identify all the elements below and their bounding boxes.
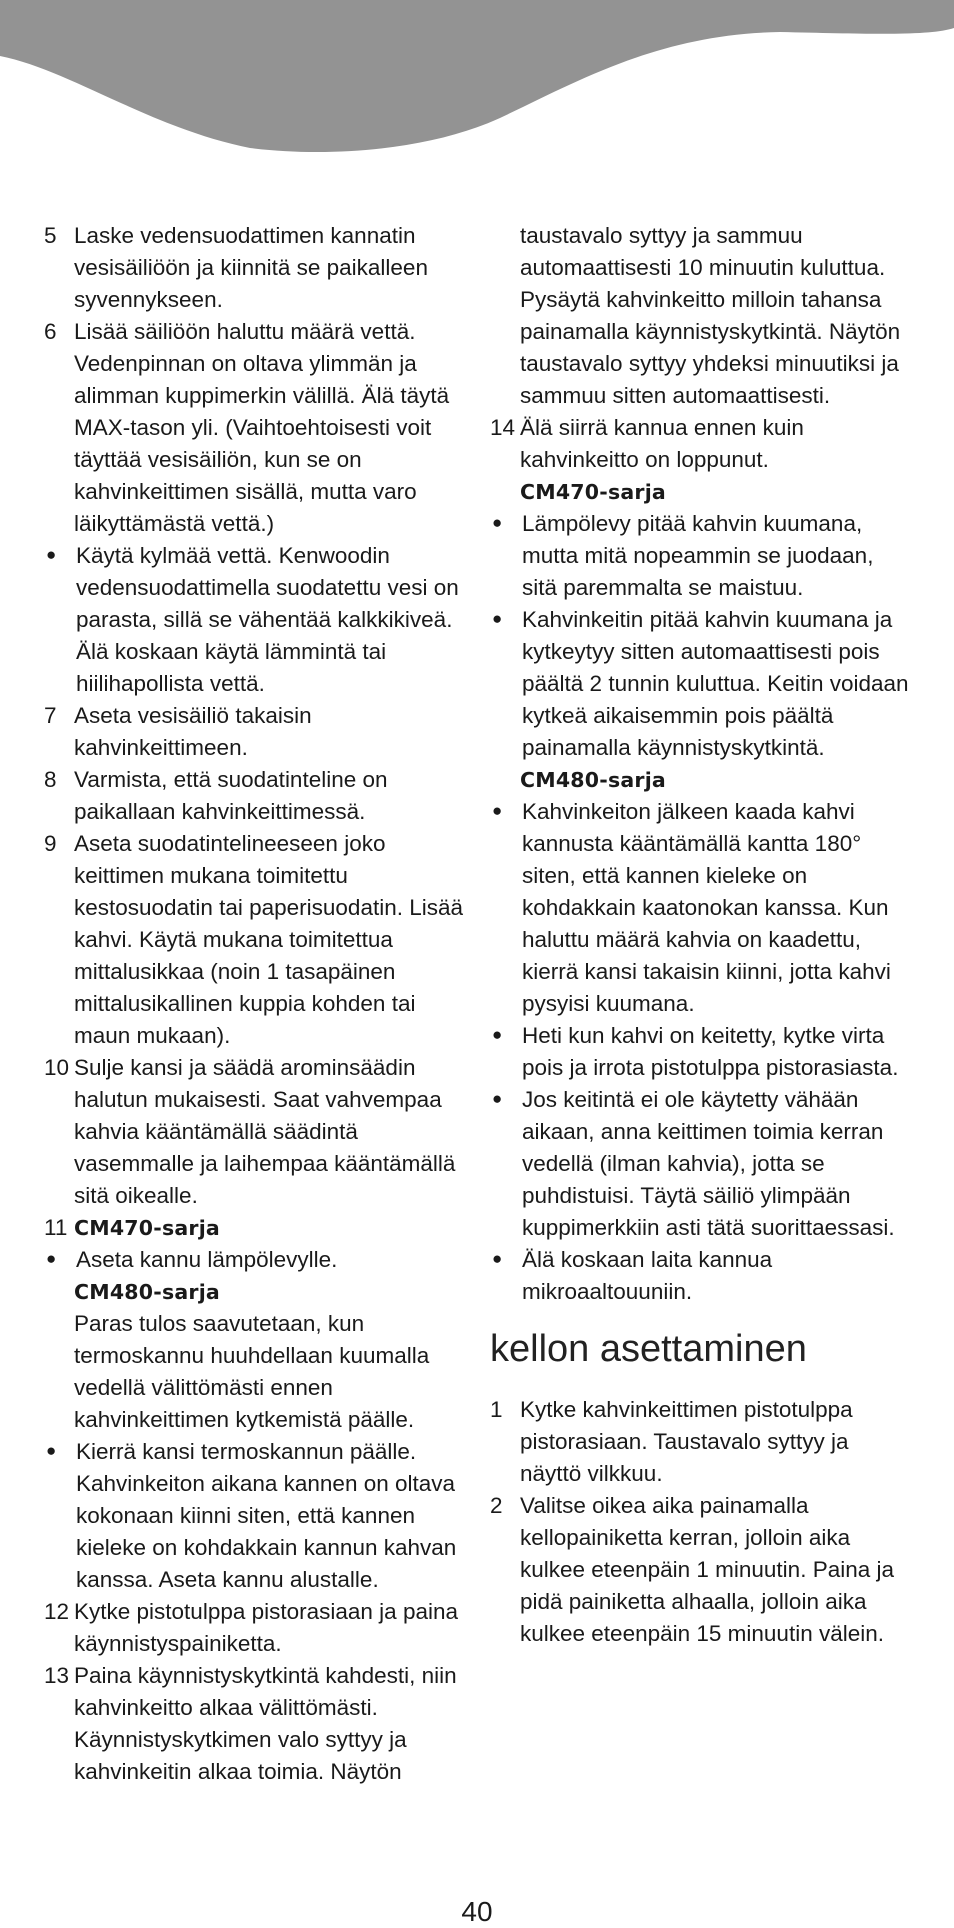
item-text: Kahvinkeiton jälkeen kaada kahvi kannusta kääntämällä kantta 180° siten, että kannen kieleke on kohdakkain kaatonokan kanssa. Kun haluttu määrä kahvia on kaadettu, kierrä kansi takaisin kiinni, jotta kahvi pysyisi kuumana. [522,799,891,1016]
item-text: Lisää säiliöön haluttu määrä vettä. Vedenpinnan on oltava ylimmän ja alimman kuppimerkin välillä. Älä täytä MAX-tason yli. (Vaihtoehtoisesti voit täyttää vesisäiliön, kun se on kahvinkeittimen sisällä, mutta varo läikyttämästä vettä.) [74,319,450,536]
item-text: Aseta vesisäiliö takaisin kahvinkeittimeen. [74,703,312,760]
step-number: 7 [44,703,57,728]
bullet-icon: ● [492,1025,503,1044]
section-heading: kellon asettaminen [490,1328,807,1370]
item-text: Kytke kahvinkeittimen pistotulppa pistorasiaan. Taustavalo syttyy ja näyttö vilkkuu. [520,1397,853,1486]
bullet-item [490,1244,910,1308]
bullet-icon: ● [492,1089,503,1108]
model-heading [490,476,910,508]
bullet-icon: ● [46,1249,57,1268]
bullet-item [490,1084,910,1244]
bullet-item [44,540,464,700]
item-text: Älä koskaan laita kannua mikroaaltouuniin. [522,1247,773,1304]
numbered-step [44,700,464,764]
step-number: 14 [490,415,516,440]
item-text: Paina käynnistyskytkintä kahdesti, niin kahvinkeitto alkaa välittömästi. Käynnistyskytkimen valo syttyy ja kahvinkeitin alkaa toimia. Näytön [74,1663,457,1784]
step-number: 8 [44,767,57,792]
step-number [490,764,520,796]
item-text: Heti kun kahvi on keitetty, kytke virta pois ja irrota pistotulppa pistorasiasta. [522,1023,899,1080]
bullet-icon: ● [492,609,503,628]
model-heading-text: CM480-sarja [520,768,666,792]
model-heading [44,1276,464,1308]
item-text: Varmista, että suodatinteline on paikallaan kahvinkeittimessä. [74,767,388,824]
left-column [44,220,464,1788]
item-text: Sulje kansi ja säädä arominsäädin halutun mukaisesti. Saat vahvempaa kahvia kääntämällä säädintä vasemmalle ja laihempaa kääntämällä sitä oikealle. [74,1055,456,1208]
paragraph [44,1308,464,1436]
item-text: Laske vedensuodattimen kannatin vesisäiliöön ja kiinnitä se paikalleen syvennykseen. [74,223,428,312]
numbered-step [44,764,464,828]
bullet-item [44,1436,464,1596]
step-number: 9 [44,831,57,856]
numbered-step [44,220,464,316]
item-text: Kierrä kansi termoskannun päälle. Kahvinkeiton aikana kannen on oltava kokonaan kiinni siten, että kannen kieleke on kohdakkain kannun kahvan kanssa. Aseta kannu alustalle. [76,1439,457,1592]
bullet-icon: ● [492,513,503,532]
model-heading [490,764,910,796]
item-text: Kahvinkeitin pitää kahvin kuumana ja kytkeytyy sitten automaattisesti pois päältä 2 tunnin kuluttua. Keitin voidaan kytkeä aikaisemmin pois päältä painamalla käynnistyskytkintä. [522,607,909,760]
step-number [44,1276,74,1308]
paragraph [490,220,910,412]
numbered-step [44,1660,464,1788]
bullet-icon: ● [492,801,503,820]
step-number: 11 [44,1215,68,1240]
page-number: 40 [461,1896,493,1927]
bullet-item [490,508,910,604]
numbered-step [490,1490,910,1650]
step-number [490,220,520,412]
step-number: 12 [44,1599,70,1624]
item-text: Jos keitintä ei ole käytetty vähään aikaan, anna keittimen toimia kerran vedellä (ilman kahvia), jotta se puhdistuisi. Täytä säiliö ylimpään kuppimerkkiin asti tätä suorittaessasi. [522,1087,895,1240]
model-heading-text: CM470-sarja [520,480,666,504]
bullet-item [44,1244,464,1276]
step-number [44,1308,74,1436]
item-text: Kytke pistotulppa pistorasiaan ja paina käynnistyspainiketta. [74,1599,458,1656]
numbered-step [44,1596,464,1660]
item-text: taustavalo syttyy ja sammuu automaattisesti 10 minuutin kuluttua. Pysäytä kahvinkeitto milloin tahansa painamalla käynnistyskytkintä. Näytön taustavalo syttyy yhdeksi minuutiksi ja sammuu sitten automaattisesti. [520,223,901,408]
step-number: 1 [490,1397,503,1422]
item-text: Aseta kannu lämpölevylle. [76,1247,338,1272]
bullet-icon: ● [492,1249,503,1268]
step-number [490,476,520,508]
numbered-step [44,316,464,540]
header-wave-decoration [0,0,954,160]
model-heading-text: CM470-sarja [74,1216,220,1240]
bullet-icon: ● [46,1441,57,1460]
right-column [490,220,910,1650]
item-text: Älä siirrä kannua ennen kuin kahvinkeitto on loppunut. [520,415,804,472]
item-text: Valitse oikea aika painamalla kellopainiketta kerran, jolloin aika kulkee eteenpäin 1 minuutin. Paina ja pidä painiketta alhaalla, jolloin aika kulkee eteenpäin 15 minuutin välein. [520,1493,895,1646]
numbered-step [490,412,910,476]
numbered-step [44,828,464,1052]
step-number: 10 [44,1055,70,1080]
numbered-step [44,1052,464,1212]
item-text: Paras tulos saavutetaan, kun termoskannu huuhdellaan kuumalla vedellä välittömästi ennen kahvinkeittimen kytkemistä päälle. [74,1311,430,1432]
step-number: 2 [490,1493,503,1518]
model-heading [44,1212,464,1244]
bullet-item [490,604,910,764]
step-number: 5 [44,223,57,248]
step-number: 13 [44,1663,70,1688]
numbered-step [490,1394,910,1490]
step-number: 6 [44,319,57,344]
model-heading-text: CM480-sarja [74,1280,220,1304]
bullet-item [490,1020,910,1084]
bullet-item [490,796,910,1020]
bullet-icon: ● [46,545,57,564]
item-text: Aseta suodatintelineeseen joko keittimen mukana toimitettu kestosuodatin tai paperisuodatin. Lisää kahvi. Käytä mukana toimitettua mittalusikkaa (noin 1 tasapäinen mittalusikallinen kuppia kohden tai maun mukaan). [74,831,464,1048]
item-text: Lämpölevy pitää kahvin kuumana, mutta mitä nopeammin se juodaan, sitä paremmalta se maistuu. [522,511,874,600]
item-text: Käytä kylmää vettä. Kenwoodin vedensuodattimella suodatettu vesi on parasta, sillä se vähentää kalkkikiveä. Älä koskaan käytä lämmintä tai hiilihapollista vettä. [76,543,459,696]
